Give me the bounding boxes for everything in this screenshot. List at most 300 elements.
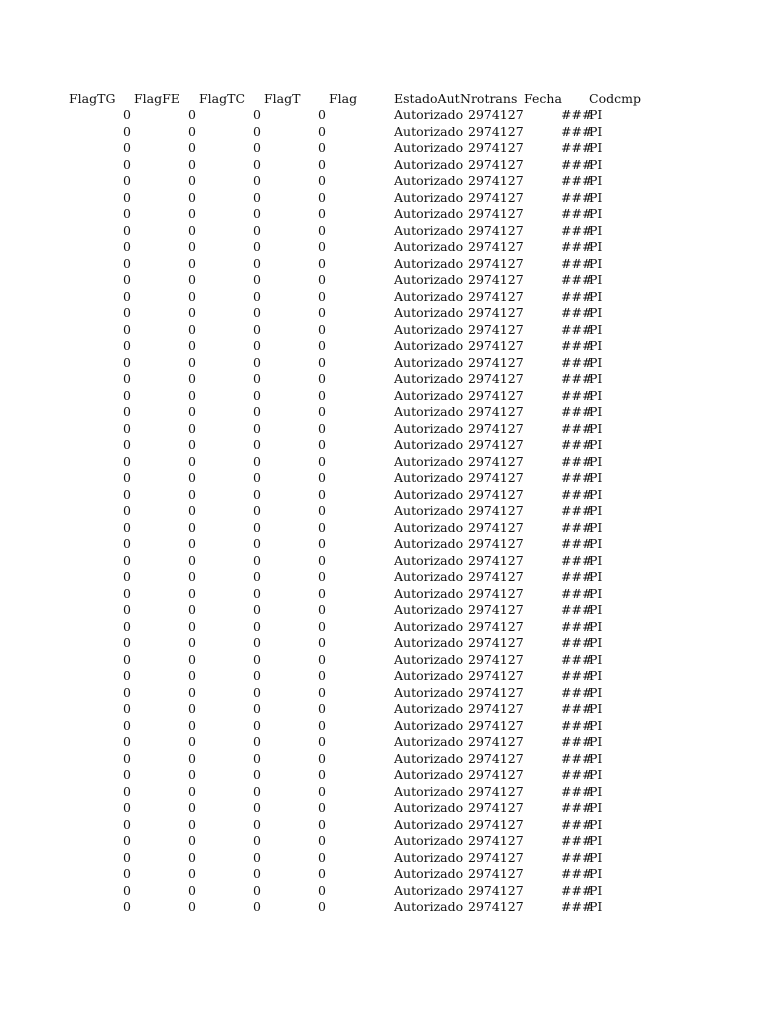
cell-nrotrans: 2974127 bbox=[468, 701, 524, 716]
cell-fecha: ### bbox=[561, 767, 593, 782]
cell-nrotrans: 2974127 bbox=[468, 107, 524, 122]
cell-flagtc: 0 bbox=[253, 668, 261, 683]
table-row bbox=[0, 454, 768, 471]
cell-estadoaut: Autorizado bbox=[394, 602, 464, 617]
cell-nrotrans: 2974127 bbox=[468, 420, 524, 436]
cell-estadoaut: Autorizado bbox=[394, 288, 464, 304]
cell-flagtg: 0 bbox=[123, 206, 131, 221]
cell-flagtg: 0 bbox=[123, 618, 131, 634]
cell-fecha: ### bbox=[561, 470, 593, 485]
cell-flagtg: 0 bbox=[123, 783, 131, 799]
cell-estadoaut: Autorizado bbox=[394, 833, 464, 848]
cell-flagtc: 0 bbox=[253, 899, 261, 914]
cell-flagtg: 0 bbox=[123, 816, 131, 832]
cell-flagt: 0 bbox=[318, 899, 326, 914]
cell-flagt: 0 bbox=[318, 882, 326, 898]
cell-codcmp: PI bbox=[589, 321, 603, 337]
column-header-flag: Flag bbox=[329, 91, 358, 106]
cell-nrotrans: 2974127 bbox=[468, 668, 524, 683]
cell-flagtc: 0 bbox=[253, 866, 261, 881]
cell-codcmp: PI bbox=[589, 635, 603, 650]
cell-flagtc: 0 bbox=[253, 123, 261, 139]
cell-estadoaut: Autorizado bbox=[394, 552, 464, 568]
cell-flagt: 0 bbox=[318, 486, 326, 502]
cell-codcmp: PI bbox=[589, 470, 603, 485]
cell-flagtg: 0 bbox=[123, 420, 131, 436]
table-row bbox=[0, 256, 768, 273]
table-row bbox=[0, 206, 768, 223]
cell-flagfe: 0 bbox=[188, 684, 196, 700]
cell-nrotrans: 2974127 bbox=[468, 800, 524, 815]
cell-flagt: 0 bbox=[318, 783, 326, 799]
cell-fecha: ### bbox=[561, 668, 593, 683]
cell-nrotrans: 2974127 bbox=[468, 899, 524, 914]
table-row bbox=[0, 668, 768, 685]
cell-flagt: 0 bbox=[318, 833, 326, 848]
cell-flagtg: 0 bbox=[123, 734, 131, 749]
cell-flagfe: 0 bbox=[188, 189, 196, 205]
cell-fecha: ### bbox=[561, 123, 593, 139]
cell-flagfe: 0 bbox=[188, 453, 196, 469]
cell-nrotrans: 2974127 bbox=[468, 882, 524, 898]
cell-flagfe: 0 bbox=[188, 371, 196, 386]
table-row bbox=[0, 718, 768, 735]
cell-flagtc: 0 bbox=[253, 750, 261, 766]
cell-flagfe: 0 bbox=[188, 833, 196, 848]
cell-flagt: 0 bbox=[318, 140, 326, 155]
cell-flagt: 0 bbox=[318, 503, 326, 518]
cell-fecha: ### bbox=[561, 140, 593, 155]
cell-estadoaut: Autorizado bbox=[394, 470, 464, 485]
cell-flagfe: 0 bbox=[188, 503, 196, 518]
cell-nrotrans: 2974127 bbox=[468, 222, 524, 238]
cell-estadoaut: Autorizado bbox=[394, 866, 464, 881]
cell-nrotrans: 2974127 bbox=[468, 305, 524, 320]
table-row bbox=[0, 899, 768, 916]
cell-fecha: ### bbox=[561, 387, 593, 403]
cell-flagtg: 0 bbox=[123, 536, 131, 551]
cell-fecha: ### bbox=[561, 173, 593, 188]
cell-nrotrans: 2974127 bbox=[468, 321, 524, 337]
cell-codcmp: PI bbox=[589, 239, 603, 254]
cell-flagfe: 0 bbox=[188, 882, 196, 898]
cell-estadoaut: Autorizado bbox=[394, 882, 464, 898]
cell-codcmp: PI bbox=[589, 156, 603, 172]
cell-flagfe: 0 bbox=[188, 156, 196, 172]
table-row bbox=[0, 883, 768, 900]
cell-flagfe: 0 bbox=[188, 173, 196, 188]
cell-flagtc: 0 bbox=[253, 717, 261, 733]
cell-estadoaut: Autorizado bbox=[394, 651, 464, 667]
cell-estadoaut: Autorizado bbox=[394, 849, 464, 865]
table-row bbox=[0, 355, 768, 372]
cell-flagtg: 0 bbox=[123, 272, 131, 287]
cell-estadoaut: Autorizado bbox=[394, 635, 464, 650]
cell-flagt: 0 bbox=[318, 635, 326, 650]
cell-flagfe: 0 bbox=[188, 239, 196, 254]
cell-fecha: ### bbox=[561, 585, 593, 601]
cell-codcmp: PI bbox=[589, 486, 603, 502]
table-row bbox=[0, 800, 768, 817]
cell-flagt: 0 bbox=[318, 585, 326, 601]
cell-flagfe: 0 bbox=[188, 387, 196, 403]
cell-codcmp: PI bbox=[589, 783, 603, 799]
cell-fecha: ### bbox=[561, 866, 593, 881]
cell-codcmp: PI bbox=[589, 767, 603, 782]
cell-codcmp: PI bbox=[589, 734, 603, 749]
cell-fecha: ### bbox=[561, 783, 593, 799]
cell-flagtg: 0 bbox=[123, 899, 131, 914]
cell-flagt: 0 bbox=[318, 338, 326, 353]
cell-flagt: 0 bbox=[318, 800, 326, 815]
cell-fecha: ### bbox=[561, 305, 593, 320]
cell-flagtg: 0 bbox=[123, 866, 131, 881]
cell-codcmp: PI bbox=[589, 899, 603, 914]
cell-flagtc: 0 bbox=[253, 404, 261, 419]
cell-fecha: ### bbox=[561, 618, 593, 634]
table-row bbox=[0, 289, 768, 306]
cell-flagfe: 0 bbox=[188, 717, 196, 733]
table-row bbox=[0, 322, 768, 339]
cell-estadoaut: Autorizado bbox=[394, 453, 464, 469]
cell-codcmp: PI bbox=[589, 107, 603, 122]
table-row bbox=[0, 421, 768, 438]
cell-estadoaut: Autorizado bbox=[394, 486, 464, 502]
cell-flagfe: 0 bbox=[188, 767, 196, 782]
cell-estadoaut: Autorizado bbox=[394, 701, 464, 716]
cell-flagfe: 0 bbox=[188, 470, 196, 485]
cell-estadoaut: Autorizado bbox=[394, 272, 464, 287]
cell-fecha: ### bbox=[561, 684, 593, 700]
cell-nrotrans: 2974127 bbox=[468, 684, 524, 700]
cell-flagtc: 0 bbox=[253, 371, 261, 386]
cell-codcmp: PI bbox=[589, 371, 603, 386]
cell-flagtg: 0 bbox=[123, 833, 131, 848]
cell-flagfe: 0 bbox=[188, 800, 196, 815]
header-row bbox=[0, 90, 768, 107]
cell-flagfe: 0 bbox=[188, 206, 196, 221]
cell-flagtc: 0 bbox=[253, 420, 261, 436]
cell-codcmp: PI bbox=[589, 437, 603, 452]
cell-flagtc: 0 bbox=[253, 651, 261, 667]
cell-flagtg: 0 bbox=[123, 239, 131, 254]
table-row bbox=[0, 817, 768, 834]
cell-estadoaut: Autorizado bbox=[394, 899, 464, 914]
cell-flagtc: 0 bbox=[253, 833, 261, 848]
cell-nrotrans: 2974127 bbox=[468, 569, 524, 584]
table-row bbox=[0, 784, 768, 801]
cell-flagfe: 0 bbox=[188, 321, 196, 337]
cell-codcmp: PI bbox=[589, 602, 603, 617]
cell-flagtg: 0 bbox=[123, 750, 131, 766]
cell-flagt: 0 bbox=[318, 123, 326, 139]
cell-flagfe: 0 bbox=[188, 536, 196, 551]
cell-flagtc: 0 bbox=[253, 800, 261, 815]
cell-estadoaut: Autorizado bbox=[394, 585, 464, 601]
cell-flagfe: 0 bbox=[188, 783, 196, 799]
cell-flagfe: 0 bbox=[188, 701, 196, 716]
cell-flagtg: 0 bbox=[123, 437, 131, 452]
cell-flagtg: 0 bbox=[123, 189, 131, 205]
cell-estadoaut: Autorizado bbox=[394, 420, 464, 436]
cell-nrotrans: 2974127 bbox=[468, 189, 524, 205]
cell-flagtg: 0 bbox=[123, 552, 131, 568]
table-row bbox=[0, 239, 768, 256]
cell-fecha: ### bbox=[561, 899, 593, 914]
cell-nrotrans: 2974127 bbox=[468, 486, 524, 502]
cell-fecha: ### bbox=[561, 189, 593, 205]
cell-nrotrans: 2974127 bbox=[468, 272, 524, 287]
cell-flagtc: 0 bbox=[253, 585, 261, 601]
cell-codcmp: PI bbox=[589, 866, 603, 881]
cell-codcmp: PI bbox=[589, 272, 603, 287]
cell-flagtg: 0 bbox=[123, 288, 131, 304]
cell-codcmp: PI bbox=[589, 404, 603, 419]
table-row bbox=[0, 520, 768, 537]
cell-fecha: ### bbox=[561, 602, 593, 617]
cell-flagfe: 0 bbox=[188, 618, 196, 634]
cell-flagt: 0 bbox=[318, 750, 326, 766]
cell-codcmp: PI bbox=[589, 816, 603, 832]
cell-flagt: 0 bbox=[318, 156, 326, 172]
table-row bbox=[0, 635, 768, 652]
cell-estadoaut: Autorizado bbox=[394, 437, 464, 452]
table-row bbox=[0, 734, 768, 751]
cell-flagfe: 0 bbox=[188, 255, 196, 271]
cell-estadoaut: Autorizado bbox=[394, 783, 464, 799]
cell-codcmp: PI bbox=[589, 305, 603, 320]
cell-codcmp: PI bbox=[589, 338, 603, 353]
cell-codcmp: PI bbox=[589, 668, 603, 683]
table-row bbox=[0, 602, 768, 619]
cell-flagt: 0 bbox=[318, 387, 326, 403]
cell-flagtg: 0 bbox=[123, 371, 131, 386]
cell-estadoaut: Autorizado bbox=[394, 173, 464, 188]
cell-flagfe: 0 bbox=[188, 140, 196, 155]
cell-fecha: ### bbox=[561, 519, 593, 535]
cell-fecha: ### bbox=[561, 882, 593, 898]
cell-fecha: ### bbox=[561, 816, 593, 832]
column-header-flagtc: FlagTC bbox=[199, 91, 246, 106]
cell-flagtg: 0 bbox=[123, 767, 131, 782]
cell-nrotrans: 2974127 bbox=[468, 734, 524, 749]
cell-flagt: 0 bbox=[318, 222, 326, 238]
cell-flagt: 0 bbox=[318, 536, 326, 551]
cell-estadoaut: Autorizado bbox=[394, 684, 464, 700]
cell-flagtg: 0 bbox=[123, 585, 131, 601]
cell-flagtc: 0 bbox=[253, 602, 261, 617]
cell-flagtg: 0 bbox=[123, 701, 131, 716]
cell-codcmp: PI bbox=[589, 536, 603, 551]
column-header-fecha: Fecha bbox=[524, 91, 562, 106]
cell-nrotrans: 2974127 bbox=[468, 833, 524, 848]
table-row bbox=[0, 470, 768, 487]
cell-flagtc: 0 bbox=[253, 783, 261, 799]
cell-fecha: ### bbox=[561, 354, 593, 370]
table-row bbox=[0, 173, 768, 190]
cell-flagfe: 0 bbox=[188, 849, 196, 865]
cell-flagt: 0 bbox=[318, 684, 326, 700]
cell-estadoaut: Autorizado bbox=[394, 371, 464, 386]
cell-fecha: ### bbox=[561, 536, 593, 551]
cell-flagtg: 0 bbox=[123, 156, 131, 172]
cell-flagfe: 0 bbox=[188, 420, 196, 436]
cell-fecha: ### bbox=[561, 734, 593, 749]
cell-flagt: 0 bbox=[318, 519, 326, 535]
cell-flagtg: 0 bbox=[123, 404, 131, 419]
cell-flagt: 0 bbox=[318, 866, 326, 881]
cell-codcmp: PI bbox=[589, 189, 603, 205]
cell-flagtg: 0 bbox=[123, 503, 131, 518]
table-row bbox=[0, 701, 768, 718]
cell-estadoaut: Autorizado bbox=[394, 206, 464, 221]
cell-fecha: ### bbox=[561, 569, 593, 584]
cell-estadoaut: Autorizado bbox=[394, 503, 464, 518]
table-row bbox=[0, 223, 768, 240]
cell-flagtg: 0 bbox=[123, 305, 131, 320]
cell-flagtc: 0 bbox=[253, 107, 261, 122]
table-row bbox=[0, 685, 768, 702]
cell-nrotrans: 2974127 bbox=[468, 651, 524, 667]
cell-flagtg: 0 bbox=[123, 107, 131, 122]
cell-estadoaut: Autorizado bbox=[394, 734, 464, 749]
table-row bbox=[0, 305, 768, 322]
cell-flagtc: 0 bbox=[253, 882, 261, 898]
cell-codcmp: PI bbox=[589, 717, 603, 733]
cell-flagfe: 0 bbox=[188, 486, 196, 502]
cell-flagt: 0 bbox=[318, 321, 326, 337]
cell-fecha: ### bbox=[561, 833, 593, 848]
cell-fecha: ### bbox=[561, 503, 593, 518]
cell-nrotrans: 2974127 bbox=[468, 453, 524, 469]
cell-estadoaut: Autorizado bbox=[394, 255, 464, 271]
cell-flagtg: 0 bbox=[123, 684, 131, 700]
column-header-flagtg: FlagTG bbox=[69, 91, 116, 106]
table-row bbox=[0, 487, 768, 504]
cell-estadoaut: Autorizado bbox=[394, 519, 464, 535]
cell-flagtc: 0 bbox=[253, 618, 261, 634]
cell-estadoaut: Autorizado bbox=[394, 305, 464, 320]
cell-flagtc: 0 bbox=[253, 140, 261, 155]
cell-flagtc: 0 bbox=[253, 816, 261, 832]
cell-flagfe: 0 bbox=[188, 123, 196, 139]
cell-nrotrans: 2974127 bbox=[468, 387, 524, 403]
cell-nrotrans: 2974127 bbox=[468, 404, 524, 419]
cell-estadoaut: Autorizado bbox=[394, 239, 464, 254]
cell-flagtc: 0 bbox=[253, 288, 261, 304]
cell-nrotrans: 2974127 bbox=[468, 140, 524, 155]
cell-flagtg: 0 bbox=[123, 387, 131, 403]
cell-fecha: ### bbox=[561, 453, 593, 469]
cell-nrotrans: 2974127 bbox=[468, 206, 524, 221]
column-header-flagt: FlagT bbox=[264, 91, 301, 106]
cell-fecha: ### bbox=[561, 420, 593, 436]
cell-flagtc: 0 bbox=[253, 701, 261, 716]
cell-flagtg: 0 bbox=[123, 602, 131, 617]
cell-flagfe: 0 bbox=[188, 602, 196, 617]
table-row bbox=[0, 107, 768, 124]
cell-estadoaut: Autorizado bbox=[394, 387, 464, 403]
cell-flagt: 0 bbox=[318, 602, 326, 617]
table-row bbox=[0, 272, 768, 289]
cell-flagt: 0 bbox=[318, 701, 326, 716]
cell-flagt: 0 bbox=[318, 717, 326, 733]
cell-codcmp: PI bbox=[589, 882, 603, 898]
cell-flagt: 0 bbox=[318, 453, 326, 469]
cell-codcmp: PI bbox=[589, 420, 603, 436]
cell-flagt: 0 bbox=[318, 552, 326, 568]
cell-flagt: 0 bbox=[318, 849, 326, 865]
cell-nrotrans: 2974127 bbox=[468, 767, 524, 782]
table-row bbox=[0, 586, 768, 603]
cell-codcmp: PI bbox=[589, 552, 603, 568]
cell-flagt: 0 bbox=[318, 816, 326, 832]
cell-flagtg: 0 bbox=[123, 519, 131, 535]
cell-fecha: ### bbox=[561, 338, 593, 353]
spreadsheet-sheet bbox=[0, 90, 768, 916]
cell-nrotrans: 2974127 bbox=[468, 866, 524, 881]
cell-codcmp: PI bbox=[589, 222, 603, 238]
cell-codcmp: PI bbox=[589, 206, 603, 221]
cell-flagt: 0 bbox=[318, 206, 326, 221]
cell-fecha: ### bbox=[561, 651, 593, 667]
table-row bbox=[0, 569, 768, 586]
cell-flagfe: 0 bbox=[188, 585, 196, 601]
table-row bbox=[0, 190, 768, 207]
cell-flagfe: 0 bbox=[188, 305, 196, 320]
cell-flagt: 0 bbox=[318, 437, 326, 452]
cell-flagtc: 0 bbox=[253, 453, 261, 469]
cell-nrotrans: 2974127 bbox=[468, 519, 524, 535]
table-row bbox=[0, 866, 768, 883]
column-header-estadoaut: EstadoAut bbox=[394, 91, 460, 106]
cell-flagtc: 0 bbox=[253, 173, 261, 188]
cell-estadoaut: Autorizado bbox=[394, 668, 464, 683]
cell-nrotrans: 2974127 bbox=[468, 585, 524, 601]
cell-flagtc: 0 bbox=[253, 222, 261, 238]
cell-flagfe: 0 bbox=[188, 552, 196, 568]
cell-flagfe: 0 bbox=[188, 750, 196, 766]
cell-flagfe: 0 bbox=[188, 635, 196, 650]
table-row bbox=[0, 371, 768, 388]
data-rows bbox=[0, 107, 768, 916]
cell-flagt: 0 bbox=[318, 107, 326, 122]
cell-fecha: ### bbox=[561, 717, 593, 733]
cell-flagtg: 0 bbox=[123, 222, 131, 238]
table-row bbox=[0, 751, 768, 768]
cell-fecha: ### bbox=[561, 272, 593, 287]
cell-nrotrans: 2974127 bbox=[468, 371, 524, 386]
cell-flagfe: 0 bbox=[188, 816, 196, 832]
cell-estadoaut: Autorizado bbox=[394, 354, 464, 370]
column-header-nrotrans: Nrotrans bbox=[460, 91, 518, 106]
cell-codcmp: PI bbox=[589, 701, 603, 716]
cell-flagfe: 0 bbox=[188, 107, 196, 122]
cell-flagt: 0 bbox=[318, 668, 326, 683]
cell-fecha: ### bbox=[561, 849, 593, 865]
table-row bbox=[0, 140, 768, 157]
table-row bbox=[0, 536, 768, 553]
cell-codcmp: PI bbox=[589, 453, 603, 469]
cell-nrotrans: 2974127 bbox=[468, 338, 524, 353]
cell-nrotrans: 2974127 bbox=[468, 503, 524, 518]
cell-codcmp: PI bbox=[589, 354, 603, 370]
table-row bbox=[0, 850, 768, 867]
cell-nrotrans: 2974127 bbox=[468, 288, 524, 304]
cell-flagtg: 0 bbox=[123, 173, 131, 188]
cell-estadoaut: Autorizado bbox=[394, 618, 464, 634]
cell-codcmp: PI bbox=[589, 750, 603, 766]
